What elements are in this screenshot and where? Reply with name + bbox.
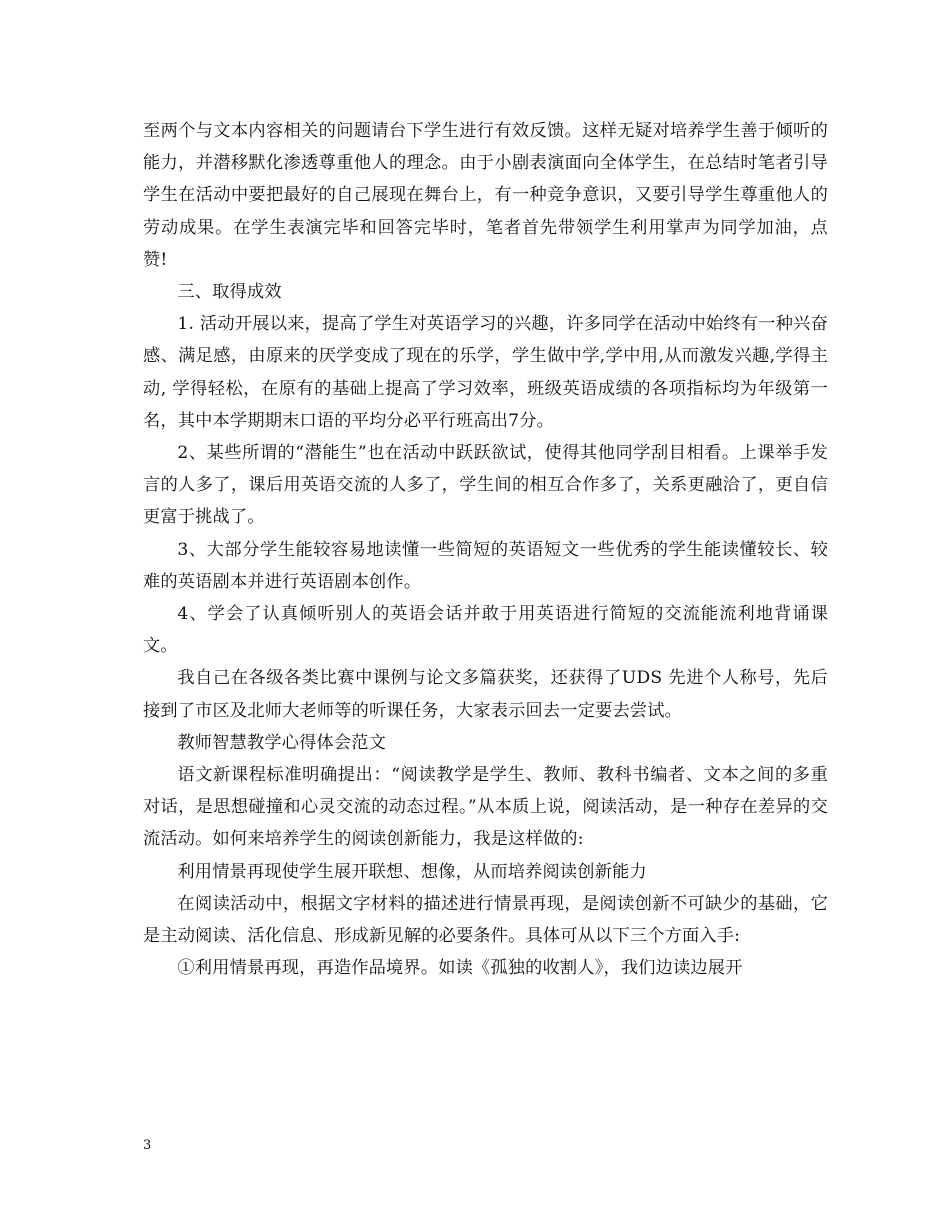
article-title: 教师智慧教学心得体会范文 — [177, 732, 387, 753]
paragraph-result-3: 3、大部分学生能较容易地读懂一些简短的英语短文一些优秀的学生能读懂较长、较难的英语剧本并进行英语剧本创作。 — [143, 539, 828, 592]
paragraph-result-1: 1. 活动开展以来，提高了学生对英语学习的兴趣，许多同学在活动中始终有一种兴奋感、满足感，由原来的厌学变成了现在的乐学，学生做中学,学中用,从而激发兴趣,学得主动, 学得轻松，在原有的基础上提高了学习效率，班级英语成绩的各项指标均为年级第一名，其中本学期期末口语的平均分必平行班高出7分。 — [143, 314, 828, 431]
paragraph-result-4: 4、学会了认真倾听别人的英语会话并敢于用英语进行简短的交流能流利地背诵课文。 — [143, 604, 828, 657]
document-body — [143, 115, 828, 984]
paragraph-reading-activity: 在阅读活动中，根据文字材料的描述进行情景再现，是阅读创新不可缺少的基础，它是主动阅读、活化信息、形成新见解的必要条件。具体可从以下三个方面入手: — [143, 893, 828, 947]
subheading-scene-reproduction: 利用情景再现使学生展开联想、想像，从而培养阅读创新能力 — [177, 861, 647, 882]
paragraph-curriculum: 语文新课程标准明确提出：“阅读教学是学生、教师、教科书编者、文本之间的多重对话，是思想碰撞和心灵交流的动态过程。”从本质上说，阅读活动，是一种存在差异的交流活动。如何来培养学生的阅读创新能力，我是这样做的: — [143, 765, 828, 850]
page-number: 3 — [143, 1138, 152, 1153]
paragraph-1: 至两个与文本内容相关的问题请台下学生进行有效反馈。这样无疑对培养学生善于倾听的能力，并潜移默化渗透尊重他人的理念。由于小剧表演面向全体学生，在总结时笔者引导学生在活动中要把最好的自己展现在舞台上，有一种竞争意识，又要引导学生尊重他人的劳动成果。在学生表演完毕和回答完毕时，笔者首先带领学生利用掌声为同学加油，点赞! — [143, 121, 828, 270]
paragraph-result-2: 2、某些所谓的“潜能生”也在活动中跃跃欲试，使得其他同学刮目相看。上课举手发言的人多了，课后用英语交流的人多了，学生间的相互合作多了，关系更融洽了，更自信更富于挑战了。 — [143, 443, 828, 528]
paragraph-example: ①利用情景再现，再造作品境界。如读《孤独的收割人》，我们边读边展开 — [177, 958, 743, 979]
paragraph-awards: 我自己在各级各类比赛中课例与论文多篇获奖，还获得了UDS 先进个人称号，先后接到了市区及北师大老师等的听课任务，大家表示回去一定要去尝试。 — [143, 668, 828, 721]
section-heading-results: 三、取得成效 — [177, 282, 282, 303]
